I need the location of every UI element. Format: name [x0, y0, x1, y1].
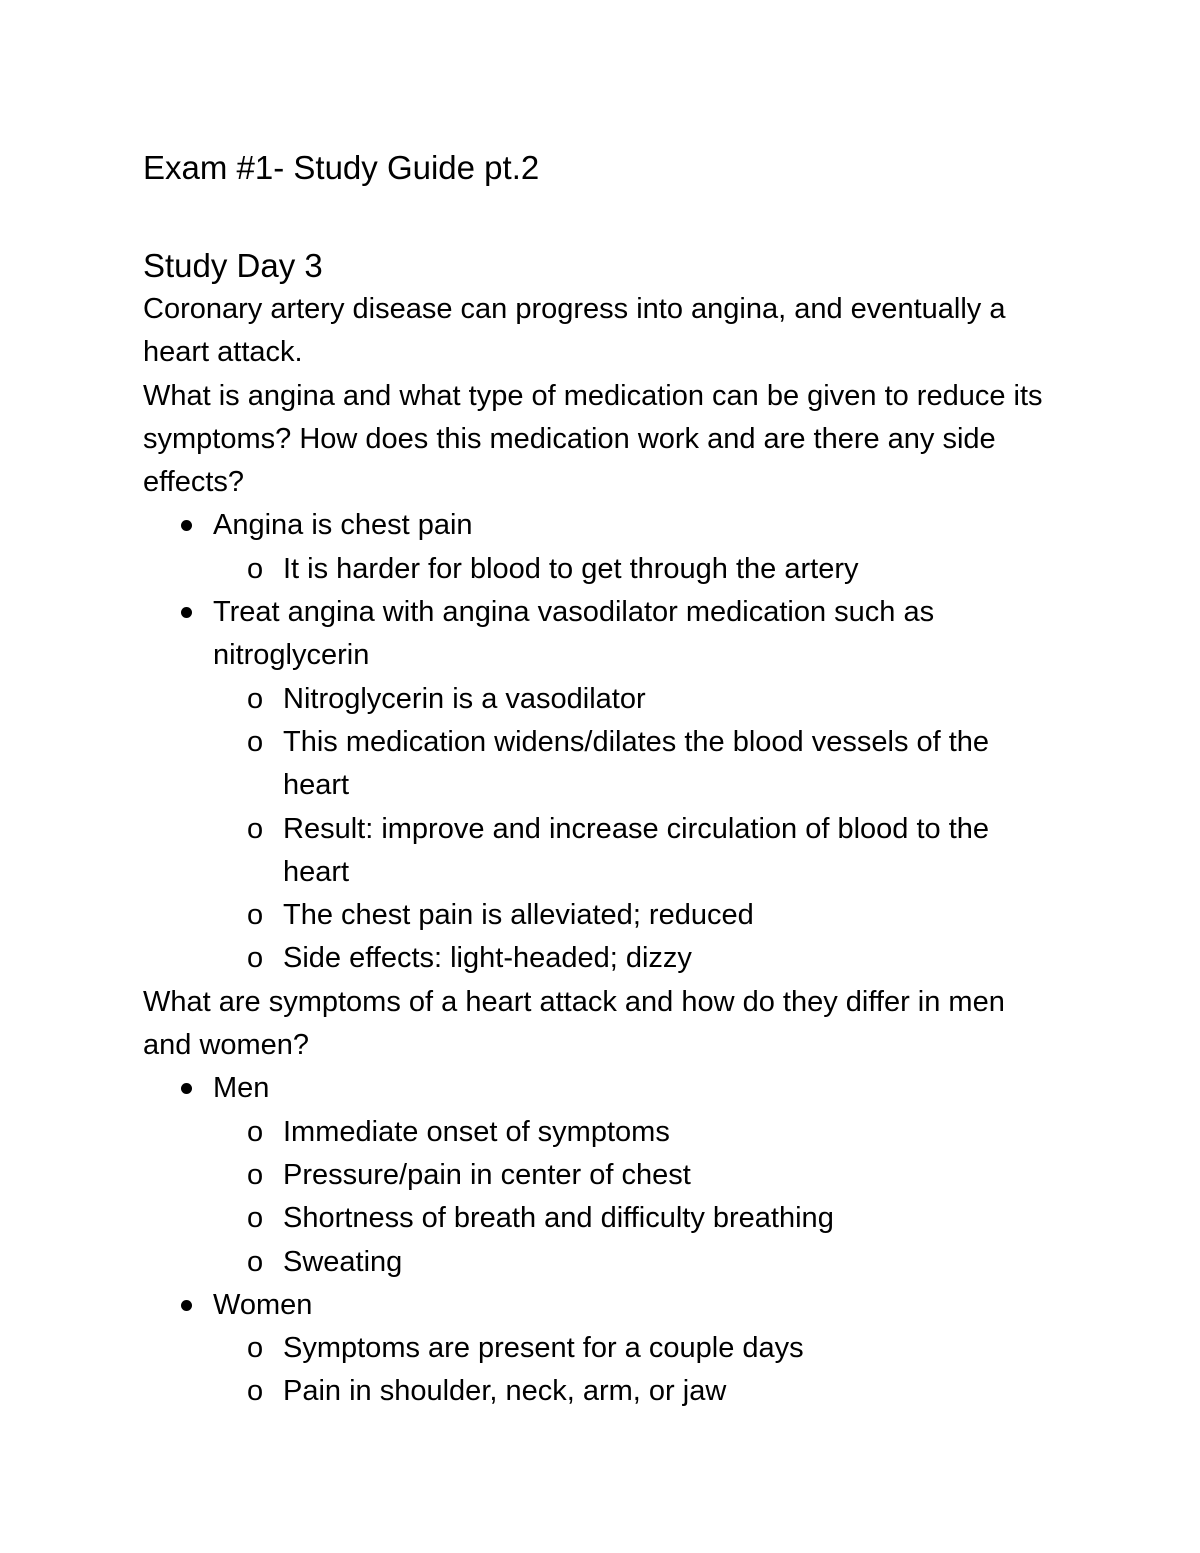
sub-bullet-icon: o [247, 1202, 264, 1235]
list-item [143, 504, 1053, 591]
sub-bullet-icon: o [247, 812, 264, 845]
list-item [143, 1284, 1053, 1414]
sub-bullet-text: Immediate onset of symptoms [283, 1115, 670, 1148]
question-angina: What is angina and what type of medication can be given to reduce its symptoms? How does this medication work and are there any side effects? [143, 379, 1043, 499]
sub-bullet-icon: o [247, 1115, 264, 1148]
sub-bullet-text: Pain in shoulder, neck, arm, or jaw [283, 1375, 727, 1408]
bullet-text: Treat angina with angina vasodilator medication such as nitroglycerin [213, 596, 935, 672]
sub-bullet-text: The chest pain is alleviated; reduced [283, 899, 754, 932]
bullet-text: Women [213, 1288, 313, 1321]
sub-bullet-text: Result: improve and increase circulation of blood to the heart [283, 812, 990, 888]
sub-bullet-icon: o [247, 1332, 264, 1365]
sub-bullet-icon: o [247, 1245, 264, 1278]
heart-attack-answer-list [143, 1067, 1053, 1413]
sub-bullet-text: This medication widens/dilates the blood vessels of the heart [283, 725, 990, 802]
sub-bullet-icon: o [247, 1158, 264, 1191]
list-item [143, 591, 1053, 981]
sub-list-item [213, 721, 1053, 808]
question-heart-attack: What are symptoms of a heart attack and how do they differ in men and women? [143, 985, 1005, 1062]
page-title: Exam #1- Study Guide pt.2 [143, 149, 540, 186]
sub-list-item [213, 1154, 1053, 1197]
sub-list-item [213, 937, 1053, 980]
sub-bullet-text: Side effects: light-headed; dizzy [283, 942, 692, 975]
document-body [143, 146, 1053, 1414]
sub-bullet-text: Sweating [283, 1245, 403, 1278]
sub-list [213, 1327, 1053, 1414]
intro-paragraph: Coronary artery disease can progress into angina, and eventually a heart attack. [143, 293, 1006, 369]
sub-bullet-text: It is harder for blood to get through the artery [283, 552, 859, 585]
section-heading: Study Day 3 [143, 247, 323, 284]
sub-list-item [213, 548, 1053, 591]
sub-bullet-text: Shortness of breath and difficulty breathing [283, 1202, 834, 1235]
sub-list-item [213, 894, 1053, 937]
sub-list-item [213, 808, 1053, 895]
sub-list [213, 678, 1053, 981]
angina-answer-list [143, 504, 1053, 980]
bullet-text: Angina is chest pain [213, 509, 473, 542]
sub-bullet-icon: o [247, 552, 264, 585]
bullet-icon [181, 520, 192, 531]
bullet-icon [181, 1083, 192, 1094]
bullet-text: Men [213, 1072, 270, 1105]
sub-bullet-icon: o [247, 1375, 264, 1408]
sub-list-item [213, 1327, 1053, 1370]
bullet-icon [181, 1300, 192, 1311]
sub-list-item [213, 1370, 1053, 1413]
sub-bullet-icon: o [247, 899, 264, 932]
sub-list [213, 1111, 1053, 1284]
list-item [143, 1067, 1053, 1283]
sub-list-item [213, 1241, 1053, 1284]
sub-bullet-text: Pressure/pain in center of chest [283, 1158, 691, 1191]
bullet-icon [181, 607, 192, 618]
sub-list-item [213, 1111, 1053, 1154]
sub-bullet-icon: o [247, 942, 264, 975]
sub-bullet-icon: o [247, 682, 264, 715]
sub-list-item [213, 1197, 1053, 1240]
sub-bullet-text: Nitroglycerin is a vasodilator [283, 682, 646, 715]
sub-list [213, 548, 1053, 591]
sub-list-item [213, 678, 1053, 721]
sub-bullet-text: Symptoms are present for a couple days [283, 1332, 804, 1365]
sub-bullet-icon: o [247, 725, 264, 758]
